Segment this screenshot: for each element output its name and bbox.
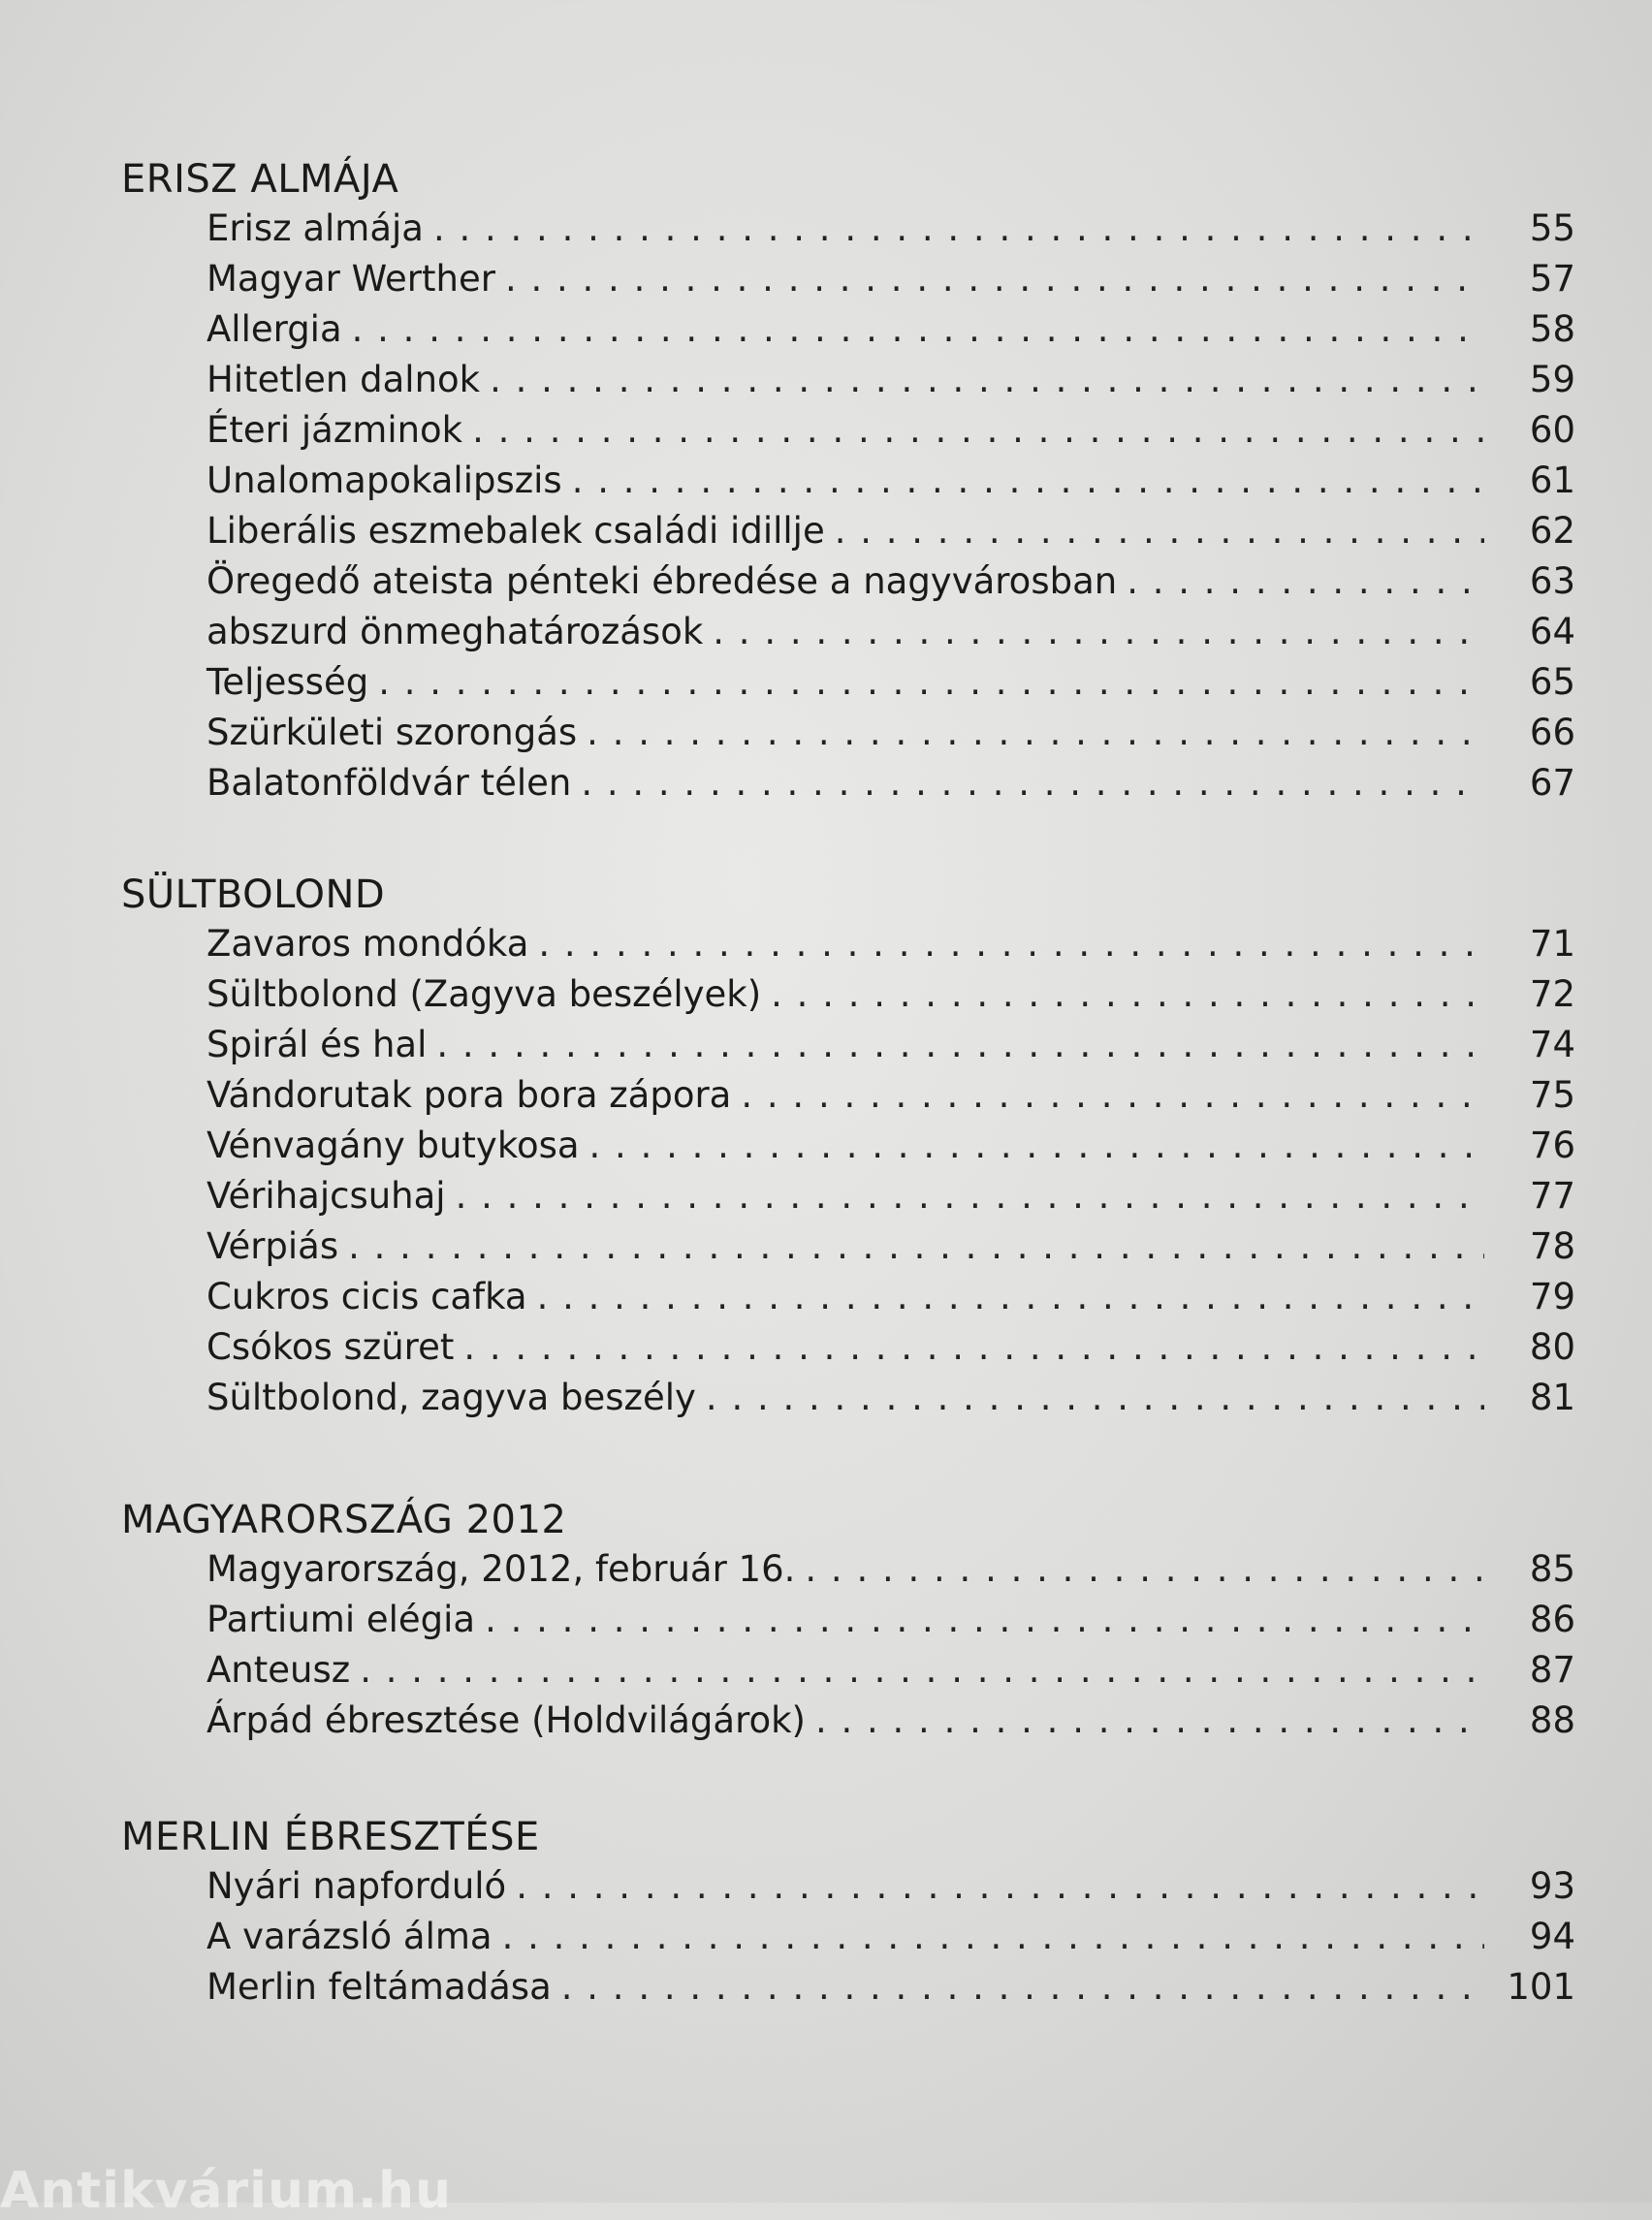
watermark: Antikvárium.hu bbox=[0, 2162, 452, 2220]
toc-entry bbox=[206, 1171, 1575, 1221]
entry-page-number: 81 bbox=[1529, 1377, 1575, 1418]
toc-entry bbox=[206, 1962, 1575, 2013]
dot-leader bbox=[348, 1221, 1484, 1272]
dot-leader bbox=[815, 1696, 1484, 1746]
entry-title: Szürkületi szorongás bbox=[206, 712, 578, 753]
entry-page-number: 61 bbox=[1529, 460, 1575, 501]
entry-title: Anteusz bbox=[206, 1649, 351, 1691]
section-title: MAGYARORSZÁG 2012 bbox=[121, 1498, 567, 1542]
entry-title: Hitetlen dalnok bbox=[206, 359, 481, 400]
toc-section bbox=[121, 871, 1575, 1423]
entry-page-number: 62 bbox=[1529, 510, 1575, 552]
entry-title: Csókos szüret bbox=[206, 1326, 455, 1368]
entry-title: Vérihajcsuhaj bbox=[206, 1175, 446, 1217]
entry-page-number: 67 bbox=[1529, 762, 1575, 804]
toc-entry bbox=[206, 254, 1575, 304]
entry-title: Cukros cicis cafka bbox=[206, 1276, 527, 1317]
entry-page-number: 80 bbox=[1529, 1326, 1575, 1368]
dot-leader bbox=[741, 1070, 1484, 1121]
dot-leader bbox=[463, 1322, 1484, 1373]
entry-page-number: 66 bbox=[1529, 712, 1575, 753]
entry-title: Allergia bbox=[206, 308, 342, 350]
dot-leader bbox=[805, 1544, 1484, 1595]
entry-page-number: 57 bbox=[1529, 258, 1575, 300]
entry-page-number: 93 bbox=[1529, 1865, 1575, 1907]
dot-leader bbox=[485, 1595, 1484, 1645]
entry-title: Liberális eszmebalek családi idillje bbox=[206, 510, 825, 552]
entry-list bbox=[121, 1861, 1575, 2013]
toc-entry bbox=[206, 758, 1575, 809]
toc-entry bbox=[206, 456, 1575, 506]
toc-section bbox=[121, 1496, 1575, 1746]
dot-leader bbox=[771, 969, 1484, 1020]
toc-entry bbox=[206, 1020, 1575, 1070]
toc-section bbox=[121, 1813, 1575, 2013]
entry-title: Teljesség bbox=[206, 661, 369, 703]
toc-section bbox=[121, 155, 1575, 809]
entry-page-number: 79 bbox=[1529, 1276, 1575, 1317]
section-title: SÜLTBOLOND bbox=[121, 872, 386, 917]
entry-title: Unalomapokalipszis bbox=[206, 460, 562, 501]
entry-page-number: 86 bbox=[1529, 1599, 1575, 1640]
dot-leader bbox=[456, 1171, 1484, 1221]
entry-title: Erisz almája bbox=[206, 207, 424, 249]
dot-leader bbox=[561, 1962, 1484, 2013]
toc-entry bbox=[206, 1272, 1575, 1322]
entry-page-number: 72 bbox=[1529, 973, 1575, 1015]
entry-list bbox=[121, 1544, 1575, 1746]
entry-title: Nyári napforduló bbox=[206, 1865, 507, 1907]
entry-page-number: 65 bbox=[1529, 661, 1575, 703]
toc-entry bbox=[206, 1322, 1575, 1373]
entry-title: Sültbolond, zagyva beszély bbox=[206, 1377, 696, 1418]
entry-page-number: 87 bbox=[1529, 1649, 1575, 1691]
entry-page-number: 63 bbox=[1529, 560, 1575, 602]
dot-leader bbox=[835, 506, 1484, 556]
entry-page-number: 94 bbox=[1529, 1916, 1575, 1957]
toc-entry bbox=[206, 204, 1575, 254]
toc-entry bbox=[206, 1861, 1575, 1912]
toc-entry bbox=[206, 1645, 1575, 1696]
toc-entry bbox=[206, 1595, 1575, 1645]
dot-leader bbox=[378, 657, 1484, 708]
entry-title: Merlin feltámadása bbox=[206, 1966, 552, 2008]
entry-page-number: 76 bbox=[1529, 1125, 1575, 1166]
dot-leader bbox=[1127, 556, 1484, 607]
entry-page-number: 71 bbox=[1529, 923, 1575, 965]
entry-title: Vándorutak pora bora zápora bbox=[206, 1074, 732, 1116]
toc-entry bbox=[206, 1912, 1575, 1962]
entry-title: A varázsló álma bbox=[206, 1916, 492, 1957]
toc-entry bbox=[206, 1696, 1575, 1746]
dot-leader bbox=[352, 304, 1484, 355]
dot-leader bbox=[713, 607, 1484, 657]
entry-title: Sültbolond (Zagyva beszélyek) bbox=[206, 973, 762, 1015]
dot-leader bbox=[505, 254, 1484, 304]
entry-page-number: 88 bbox=[1529, 1699, 1575, 1741]
dot-leader bbox=[572, 456, 1484, 506]
entry-title: Balatonföldvár télen bbox=[206, 762, 572, 804]
entry-list bbox=[121, 204, 1575, 809]
toc-entry bbox=[206, 607, 1575, 657]
dot-leader bbox=[433, 204, 1484, 254]
entry-page-number: 60 bbox=[1529, 409, 1575, 451]
toc-entry bbox=[206, 657, 1575, 708]
entry-title: Magyarország, 2012, február 16. bbox=[206, 1548, 796, 1590]
entry-page-number: 85 bbox=[1529, 1548, 1575, 1590]
entry-page-number: 101 bbox=[1507, 1966, 1575, 2008]
entry-title: Partiumi elégia bbox=[206, 1599, 476, 1640]
toc-entry bbox=[206, 708, 1575, 758]
entry-page-number: 55 bbox=[1529, 207, 1575, 249]
toc-entry bbox=[206, 1121, 1575, 1171]
entry-title: Vénvagány butykosa bbox=[206, 1125, 580, 1166]
entry-list bbox=[121, 919, 1575, 1423]
entry-title: Árpád ébresztése (Holdvilágárok) bbox=[206, 1699, 806, 1741]
dot-leader bbox=[436, 1020, 1484, 1070]
toc-entry bbox=[206, 355, 1575, 405]
dot-leader bbox=[537, 1272, 1484, 1322]
entry-title: Spirál és hal bbox=[206, 1024, 428, 1065]
toc-entry bbox=[206, 969, 1575, 1020]
toc-entry bbox=[206, 1373, 1575, 1423]
toc-entry bbox=[206, 919, 1575, 969]
dot-leader bbox=[516, 1861, 1484, 1912]
section-title: ERISZ ALMÁJA bbox=[121, 157, 399, 202]
dot-leader bbox=[502, 1912, 1484, 1962]
toc-entry bbox=[206, 405, 1575, 456]
entry-title: Vérpiás bbox=[206, 1225, 339, 1267]
section-title: MERLIN ÉBRESZTÉSE bbox=[121, 1815, 540, 1859]
toc-entry bbox=[206, 556, 1575, 607]
dot-leader bbox=[360, 1645, 1484, 1696]
entry-page-number: 77 bbox=[1529, 1175, 1575, 1217]
toc-entry bbox=[206, 1070, 1575, 1121]
dot-leader bbox=[490, 355, 1484, 405]
entry-page-number: 74 bbox=[1529, 1024, 1575, 1065]
entry-page-number: 58 bbox=[1529, 308, 1575, 350]
entry-page-number: 75 bbox=[1529, 1074, 1575, 1116]
entry-page-number: 78 bbox=[1529, 1225, 1575, 1267]
toc-entry bbox=[206, 1221, 1575, 1272]
entry-page-number: 59 bbox=[1529, 359, 1575, 400]
dot-leader bbox=[706, 1373, 1484, 1423]
dot-leader bbox=[589, 1121, 1484, 1171]
dot-leader bbox=[587, 708, 1484, 758]
dot-leader bbox=[581, 758, 1484, 809]
toc-entry bbox=[206, 506, 1575, 556]
entry-page-number: 64 bbox=[1529, 611, 1575, 652]
entry-title: Öregedő ateista pénteki ébredése a nagyvárosban bbox=[206, 560, 1118, 602]
dot-leader bbox=[472, 405, 1484, 456]
toc-entry bbox=[206, 1544, 1575, 1595]
dot-leader bbox=[538, 919, 1484, 969]
entry-title: Zavaros mondóka bbox=[206, 923, 529, 965]
entry-title: Éteri jázminok bbox=[206, 409, 463, 451]
entry-title: abszurd önmeghatározások bbox=[206, 611, 704, 652]
toc-entry bbox=[206, 304, 1575, 355]
entry-title: Magyar Werther bbox=[206, 258, 495, 300]
